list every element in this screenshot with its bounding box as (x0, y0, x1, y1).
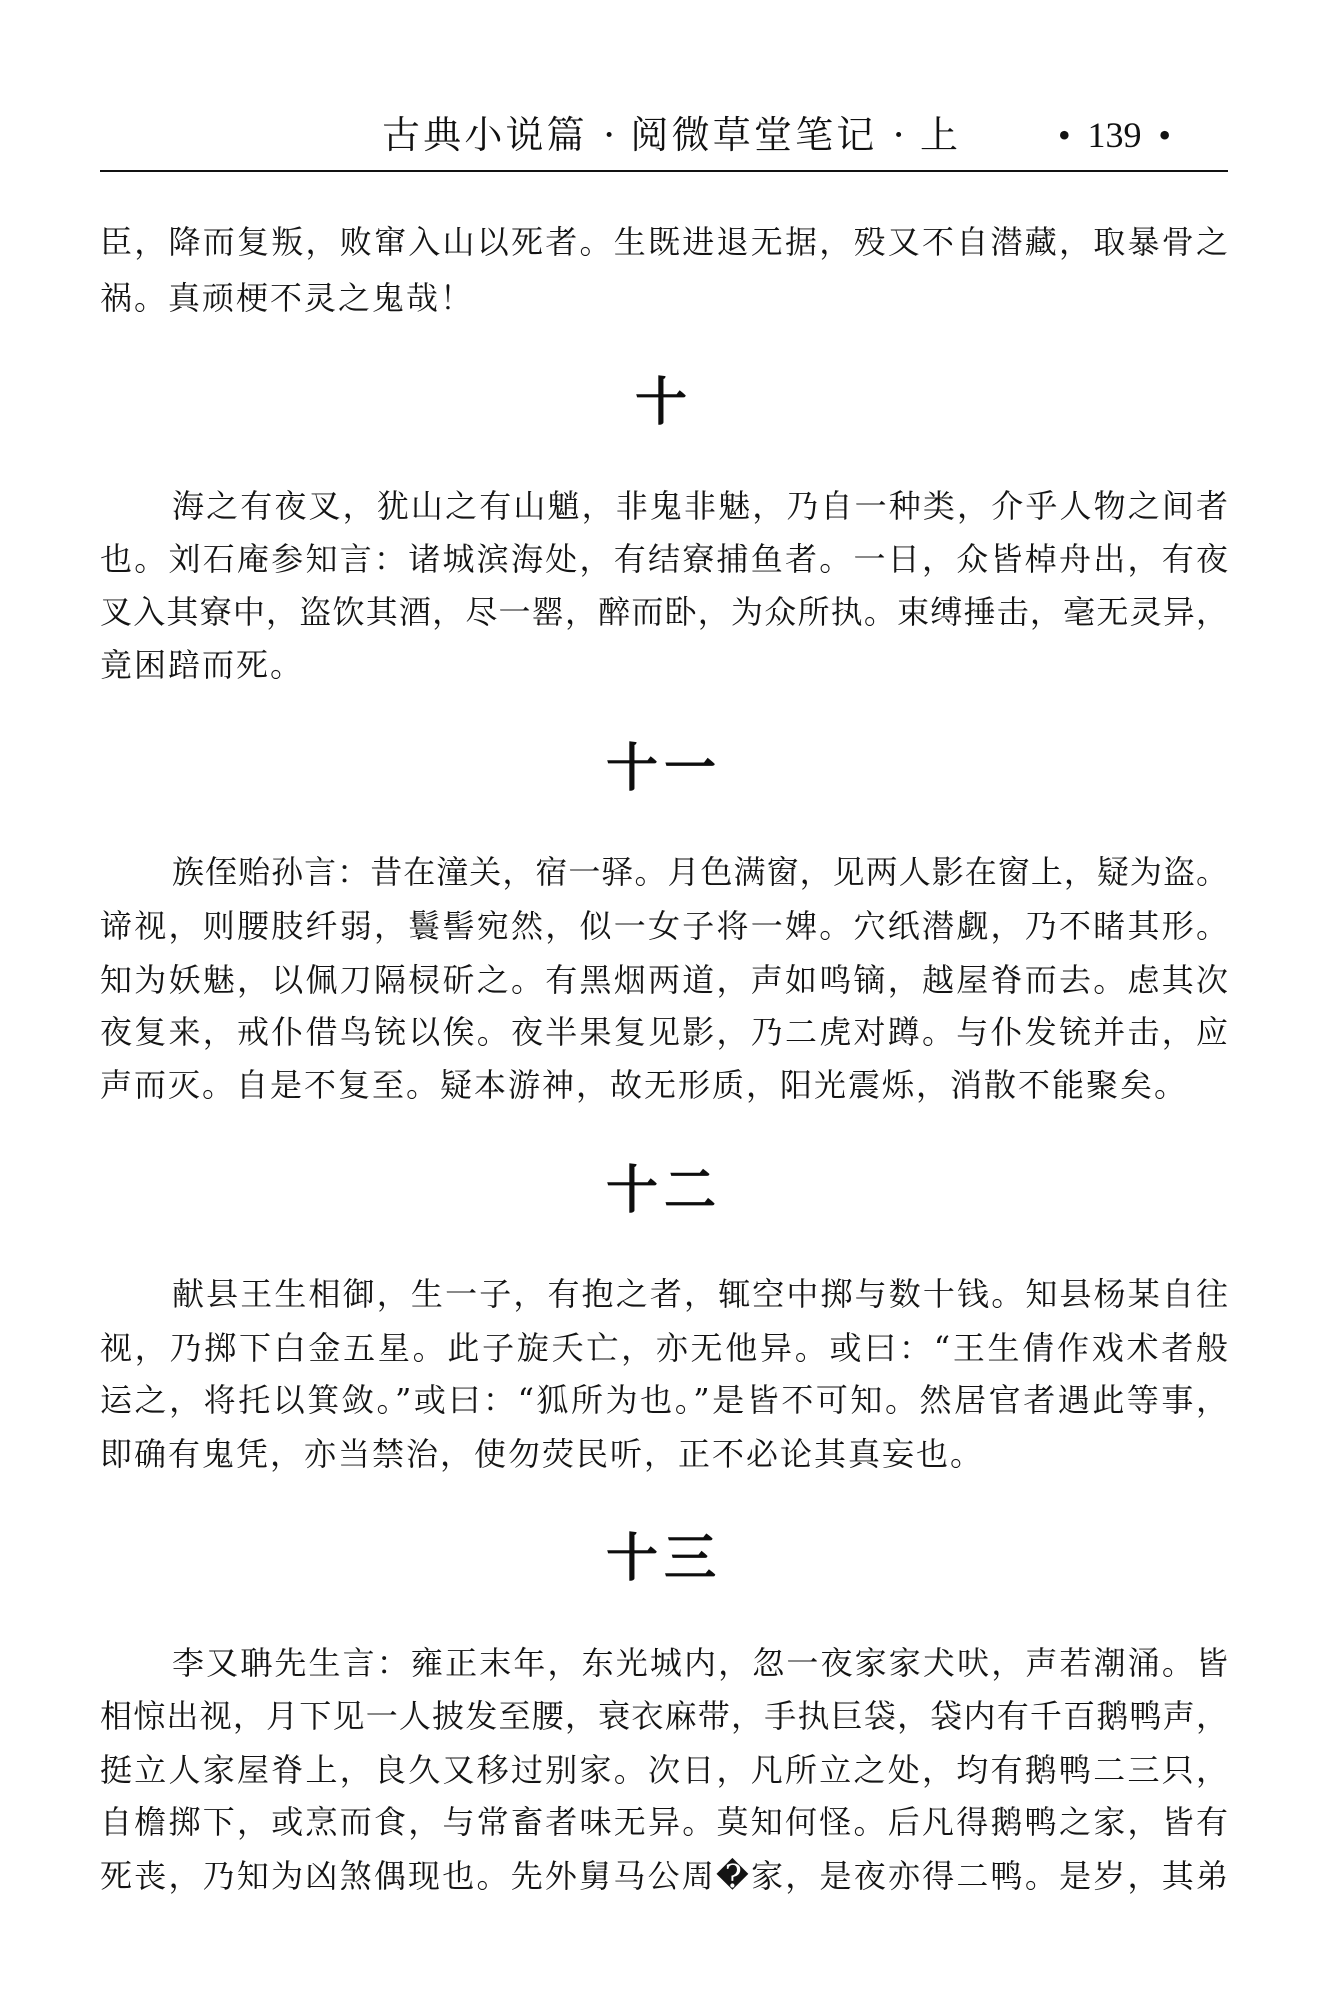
text-line: 叉入其寮中，盗饮其酒，尽一罂，醉而卧，为众所执。束缚捶击，毫无灵异， (100, 593, 1228, 631)
section-heading: 十 (634, 373, 693, 433)
text-line: 声而灭。自是不复至。疑本游神，故无形质，阳光震烁，消散不能聚矣。 (100, 1066, 1189, 1104)
header-rule (100, 170, 1228, 172)
running-header-title: 古典小说篇 · 阅微草堂笔记 · 上 (382, 113, 958, 157)
text-line: 自檐掷下，或烹而食，与常畜者味无异。莫知何怪。后凡得鹅鸭之家，皆有 (100, 1803, 1228, 1841)
text-line: 海之有夜叉，犹山之有山魈，非鬼非魅，乃自一种类，介乎人物之间者 (172, 487, 1228, 525)
text-line: 竟困踣而死。 (100, 646, 305, 684)
text-line: 李又聃先生言：雍正末年，东光城内，忽一夜家家犬吠，声若潮涌。皆 (172, 1644, 1228, 1682)
text-line: 即确有鬼凭，亦当禁治，使勿荧民听，正不必论其真妄也。 (100, 1435, 985, 1473)
text-line: 夜复来，戒仆借鸟铳以俟。夜半果复见影，乃二虎对蹲。与仆发铳并击，应 (100, 1013, 1228, 1051)
text-line: 献县王生相御，生一子，有抱之者，辄空中掷与数十钱。知县杨某自往 (172, 1275, 1228, 1313)
section-heading: 十二 (605, 1161, 722, 1221)
text-line: 臣，降而复叛，败窜入山以死者。生既进退无据，殁又不自潜藏，取暴骨之 (100, 223, 1228, 261)
page-number: • 139 • (1058, 115, 1171, 155)
text-line: 运之，将托以箕敛。”或曰：“狐所为也。”是皆不可知。然居官者遇此等事， (100, 1381, 1228, 1419)
text-line: 族侄贻孙言：昔在潼关，宿一驿。月色满窗，见两人影在窗上，疑为盗。 (172, 853, 1228, 891)
text-line: 也。刘石庵参知言：诸城滨海处，有结寮捕鱼者。一日，众皆棹舟出，有夜 (100, 540, 1228, 578)
text-line: 相惊出视，月下见一人披发至腰，衰衣麻带，手执巨袋，袋内有千百鹅鸭声， (100, 1697, 1228, 1735)
text-line: 挺立人家屋脊上，良久又移过别家。次日，凡所立之处，均有鹅鸭二三只， (100, 1751, 1228, 1789)
text-line: 死丧，乃知为凶煞偶现也。先外舅马公周�家，是夜亦得二鸭。是岁，其弟 (100, 1857, 1228, 1895)
section-heading: 十三 (605, 1529, 722, 1589)
text-line: 视，乃掷下白金五星。此子旋夭亡，亦无他异。或曰：“王生倩作戏术者般 (100, 1329, 1228, 1367)
section-heading: 十一 (605, 739, 722, 799)
text-line: 谛视，则腰肢纤弱，鬟髻宛然，似一女子将一婢。穴纸潜觑，乃不睹其形。 (100, 907, 1228, 945)
text-line: 知为妖魅，以佩刀隔棂斫之。有黑烟两道，声如鸣镝，越屋脊而去。虑其次 (100, 961, 1228, 999)
text-line: 祸。真顽梗不灵之鬼哉！ (100, 279, 475, 317)
